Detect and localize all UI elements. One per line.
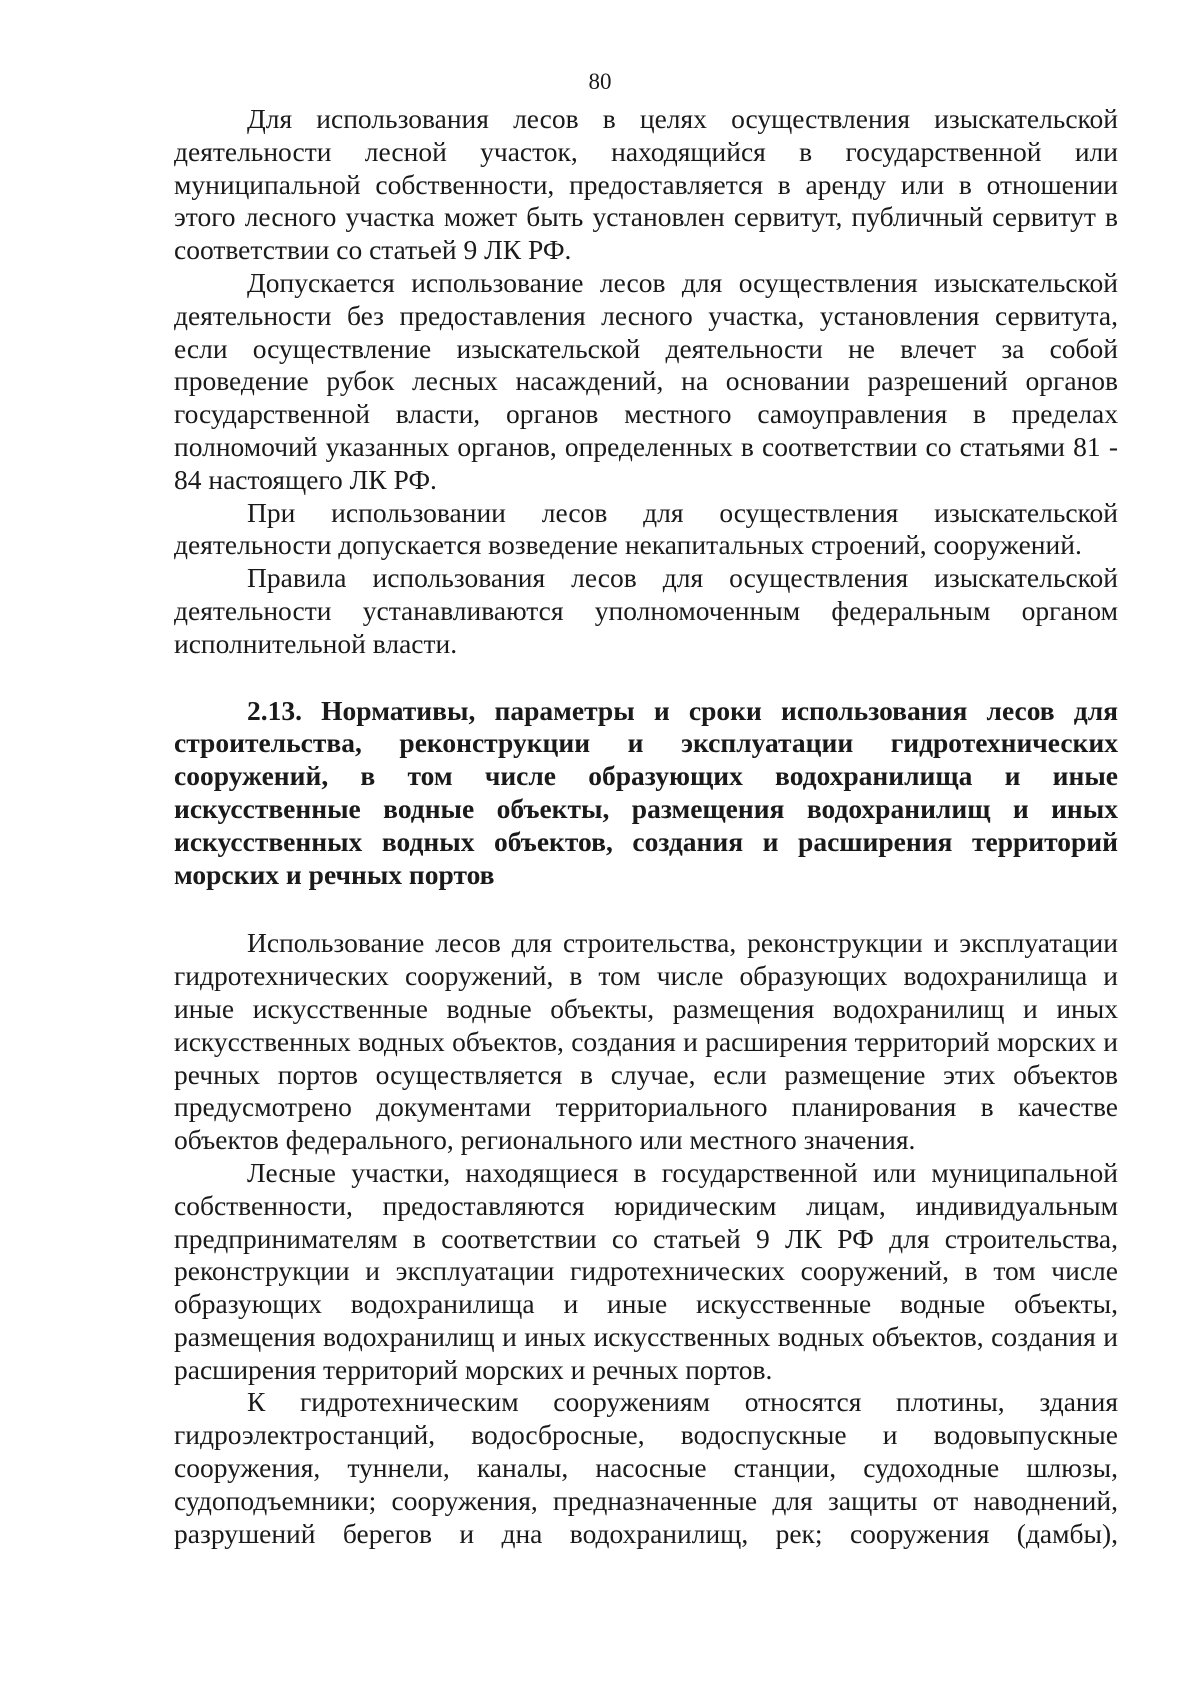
paragraph: Правила использования лесов для осуществления изыскательской деятельности устанавливаются уполномоченным федеральным органом исполнительной власти. <box>174 562 1118 659</box>
paragraph: К гидротехническим сооружениям относятся плотины, здания гидроэлектростанций, водосбросные, водоспускные и водовыпускные сооружения, туннели, каналы, насосные станции, судоходные шлюзы, судоподъемники; сооружения, предназначенные для защиты от наводнений, разрушений берегов и дна водохранилищ, рек; сооружения (дамбы), <box>174 1386 1118 1549</box>
paragraph: Использование лесов для строительства, реконструкции и эксплуатации гидротехнических сооружений, в том числе образующих водохранилища и иные искусственные водные объекты, размещения водохранилищ и иных искусственных водных объектов, создания и расширения территорий морских и речных портов осуществляется в случае, если размещение этих объектов предусмотрено документами территориального планирования в качестве объектов федерального, регионального или местного значения. <box>174 927 1118 1156</box>
section-heading: 2.13. Нормативы, параметры и сроки использования лесов для строительства, реконструкции и эксплуатации гидротехнических сооружений, в том числе образующих водохранилища и иные искусственные водные объекты, размещения водохранилищ и иных искусственных водных объектов, создания и расширения территорий морских и речных портов <box>174 694 1118 890</box>
paragraph: Допускается использование лесов для осуществления изыскательской деятельности без предоставления лесного участка, установления сервитута, если осуществление изыскательской деятельности не влечет за собой проведение рубок лесных насаждений, на основании разрешений органов государственной власти, органов местного самоуправления в пределах полномочий указанных органов, определенных в соответствии со статьями 81 - 84 настоящего ЛК РФ. <box>174 266 1118 495</box>
paragraph: Для использования лесов в целях осуществления изыскательской деятельности лесной участок, находящийся в государственной или муниципальной собственности, предоставляется в аренду или в отношении этого лесного участка может быть установлен сервитут, публичный сервитут в соответствии со статьей 9 ЛК РФ. <box>174 103 1118 266</box>
paragraph: Лесные участки, находящиеся в государственной или муниципальной собственности, предоставляются юридическим лицам, индивидуальным предпринимателям в соответствии со статьей 9 ЛК РФ для строительства, реконструкции и эксплуатации гидротехнических сооружений, в том числе образующих водохранилища и иные искусственные водные объекты, размещения водохранилищ и иных искусственных водных объектов, создания и расширения территорий морских и речных портов. <box>174 1156 1118 1385</box>
page-number: 80 <box>588 69 612 94</box>
paragraph: При использовании лесов для осуществления изыскательской деятельности допускается возведение некапитальных строений, сооружений. <box>174 496 1118 561</box>
document-body <box>174 103 1118 1550</box>
